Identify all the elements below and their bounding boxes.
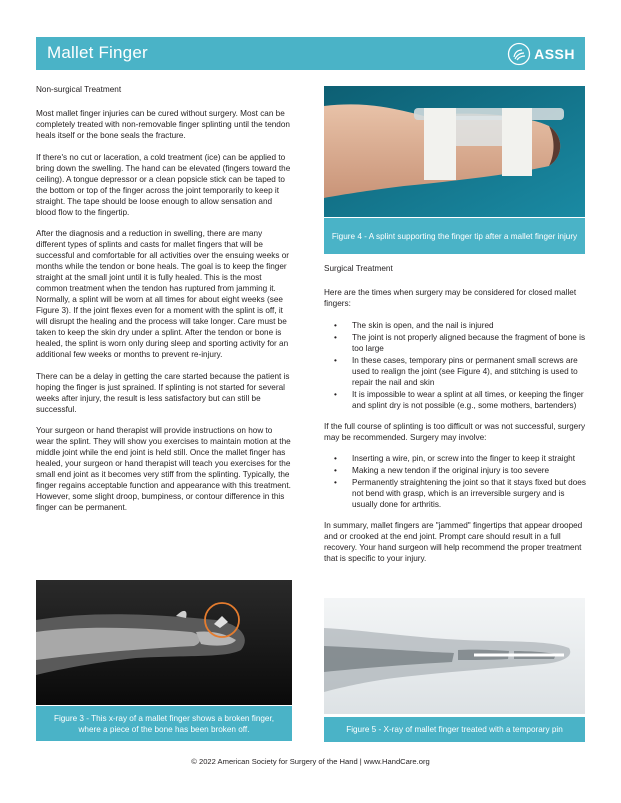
- figure-3-xray: [36, 580, 292, 705]
- xray-image: [36, 580, 292, 705]
- paragraph: If there's no cut or laceration, a cold treatment (ice) can be applied to bring down the swelling. The hand can be elevated (fingers toward the ceiling). A tongue depressor or a clean popsicle stick can be taped to the bottom or top of the finger across the joint temporarily to keep it straight. The tape should be loose enough to allow sensation and blood flow to the fingertip.: [36, 152, 291, 217]
- figure-4-splint-photo: [324, 86, 585, 217]
- figure-5-xray-pin: [324, 598, 585, 714]
- list-item: • The joint is not properly aligned because the fragment of bone is too large: [352, 332, 586, 354]
- paragraph: There can be a delay in getting the care started because the patient is hoping the finger is just sprained. If splinting is not started for several weeks after injury, the result is less satisfactory but can still be successful.: [36, 371, 290, 414]
- paragraph: After the diagnosis and a reduction in swelling, there are many different types of splints and casts for mallet fingers that will be successful and comfortable for all activities over the ensuing weeks or months while the tendon or bone heals. The goal is to keep the finger straight at the small joint until it is fully healed. This is the most common treatment when the tendon has ruptured from jamming it. Normally, a splint will be worn at all times for about eight weeks (see Figure 3). If the joint flexes even for a moment with the splint is off, it will disrupt the healing and the process will take longer. Care must be taken to keep the skin dry under a splint. After the tendon or bone is healed, the splint is worn only during sleep and sporting activity for an additional few weeks or months to prevent re-injury.: [36, 229, 290, 359]
- surgical-intro: Here are the times when surgery may be considered for closed mallet fingers:: [324, 288, 577, 308]
- list-item: • In these cases, temporary pins or permanent small screws are used to realign the joint (see Figure 4), and stitching is used to repair the nail and skin: [352, 355, 586, 388]
- surgery-procedures-list: [324, 453, 586, 510]
- list-item: • It is impossible to wear a splint at all times, or keeping the finger and splint dry is not possible (e.g., some mothers, bartenders): [352, 389, 586, 411]
- xray-pin-image: [324, 598, 585, 714]
- surgery-conditions-list: [324, 320, 586, 411]
- figure-5-caption: Figure 5 - X-ray of mallet finger treated with a temporary pin: [324, 717, 585, 742]
- summary-paragraph: In summary, mallet fingers are "jammed" fingertips that appear drooped and or crooked at the end joint. Prompt care should result in a full recovery. Your hand surgeon will help recommend the proper treatment that is specific to your injury.: [324, 521, 583, 563]
- surgical-middle: If the full course of splinting is too difficult or was not successful, surgery may be recommended. Surgery may involve:: [324, 421, 586, 442]
- list-item: • Inserting a wire, pin, or screw into the finger to keep it straight: [352, 453, 586, 464]
- figure-3-caption: Figure 3 - This x-ray of a mallet finger shows a broken finger, where a piece of the bone has been broken off.: [36, 706, 292, 741]
- list-item: • Making a new tendon if the original injury is too severe: [352, 465, 586, 476]
- paragraph: Most mallet finger injuries can be cured without surgery. Most can be completely treated with non-removable finger splinting until the tendon heals itself or the bone seals the fracture.: [36, 109, 290, 140]
- header-bar: [36, 37, 585, 70]
- list-item: • The skin is open, and the nail is injured: [352, 320, 586, 331]
- list-item: • Permanently straightening the joint so that it stays fixed but does not bend with grasp, which is an irreversible surgery and is usually done for arthritis.: [352, 477, 586, 510]
- page-title: Mallet Finger: [47, 43, 148, 62]
- logo-text: ASSH: [534, 45, 575, 62]
- nonsurgical-heading: Non-surgical Treatment: [36, 85, 122, 94]
- assh-logo[interactable]: [507, 41, 575, 66]
- left-column: [36, 84, 292, 524]
- assh-hand-icon: [507, 42, 531, 66]
- right-column: [324, 263, 586, 575]
- footer-copyright: © 2022 American Society for Surgery of the Hand | www.HandCare.org: [191, 757, 430, 766]
- paragraph: Your surgeon or hand therapist will provide instructions on how to wear the splint. They will show you exercises to maintain motion at the middle joint while the end joint is held still. Once the mallet finger has healed, your surgeon or hand therapist will teach you exercises for the small end joint as it becomes very stiff from the splinting. Typically, the finger regains acceptable function and appearance with this treatment. However, some slight droop, bumpiness, or contour difference in this finger can be permanent.: [36, 426, 291, 512]
- figure-4-caption: Figure 4 - A splint supporting the finger tip after a mallet finger injury: [324, 218, 585, 254]
- splint-image: [324, 86, 585, 217]
- surgical-heading: Surgical Treatment: [324, 264, 393, 273]
